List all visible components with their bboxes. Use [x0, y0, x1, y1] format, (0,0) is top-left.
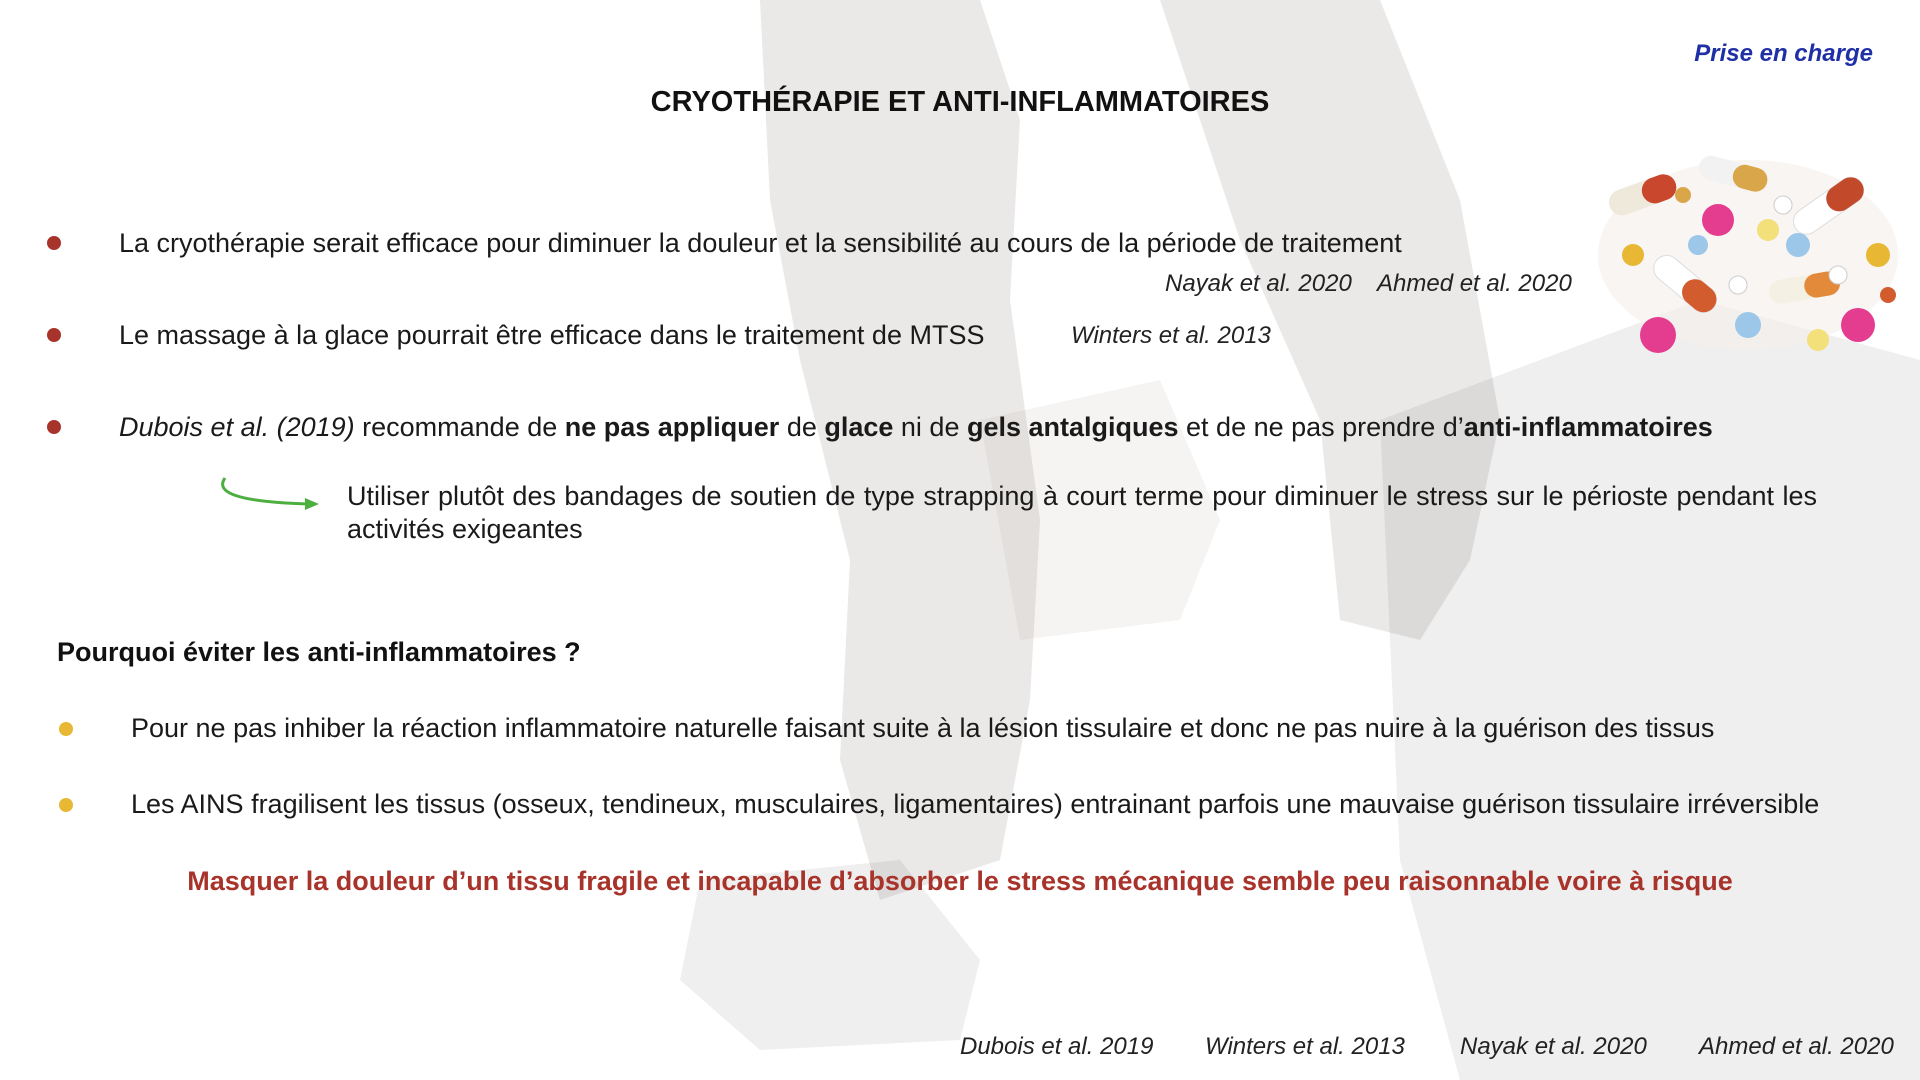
bold-segment: anti-inflammatoires [1463, 412, 1713, 442]
citation: Winters et al. 2013 [1071, 322, 1271, 349]
text-segment: ni de [893, 412, 967, 442]
bullet-text [119, 412, 1713, 443]
pills-image [1588, 135, 1908, 375]
reference: Nayak et al. 2020 [1460, 1033, 1647, 1060]
bullet-dot [47, 420, 61, 434]
bold-segment: gels antalgiques [966, 412, 1179, 442]
bullet-dot [47, 236, 61, 250]
bullet-text: Le massage à la glace pourrait être efficace dans le traitement de MTSS [119, 320, 985, 350]
reference: Winters et al. 2013 [1205, 1033, 1405, 1060]
citation: Nayak et al. 2020 [1165, 270, 1352, 297]
reference: Dubois et al. 2019 [960, 1033, 1154, 1060]
citation: Ahmed et al. 2020 [1377, 270, 1572, 297]
reference: Ahmed et al. 2020 [1699, 1033, 1894, 1060]
bullet-dot [59, 798, 73, 812]
text-segment: recommande de [354, 412, 565, 442]
bullet-dot [59, 722, 73, 736]
text-segment: et de ne pas prendre d’ [1178, 412, 1464, 442]
bold-segment: ne pas appliquer [564, 412, 780, 442]
bullet-text: Les AINS fragilisent les tissus (osseux, tendineux, musculaires, ligamentaires) entrainant parfois une mauvaise guérison tissulaire irréversible [131, 789, 1820, 819]
curved-arrow-icon [215, 474, 325, 514]
bullet-text: Pour ne pas inhiber la réaction inflammatoire naturelle faisant suite à la lésion tissulaire et donc ne pas nuire à la guérison des tissus [131, 713, 1715, 743]
section-tag: Prise en charge [1694, 40, 1873, 67]
author-citation: Dubois et al. (2019) [119, 412, 355, 442]
section-subheading: Pourquoi éviter les anti-inflammatoires ? [57, 637, 581, 667]
sub-point-text: Utiliser plutôt des bandages de soutien de type strapping à court terme pour diminuer le stress sur le périoste pendant les activités exigeantes [347, 481, 1817, 544]
page-title: CRYOTHÉRAPIE ET ANTI-INFLAMMATOIRES [650, 86, 1270, 118]
bullet-text: La cryothérapie serait efficace pour diminuer la douleur et la sensibilité au cours de la période de traitement [119, 228, 1402, 258]
warning-statement: Masquer la douleur d’un tissu fragile et incapable d’absorber le stress mécanique semble peu raisonnable voire à risque [187, 866, 1733, 896]
bold-segment: glace [824, 412, 894, 442]
bullet-dot [47, 328, 61, 342]
text-segment: de [779, 412, 825, 442]
